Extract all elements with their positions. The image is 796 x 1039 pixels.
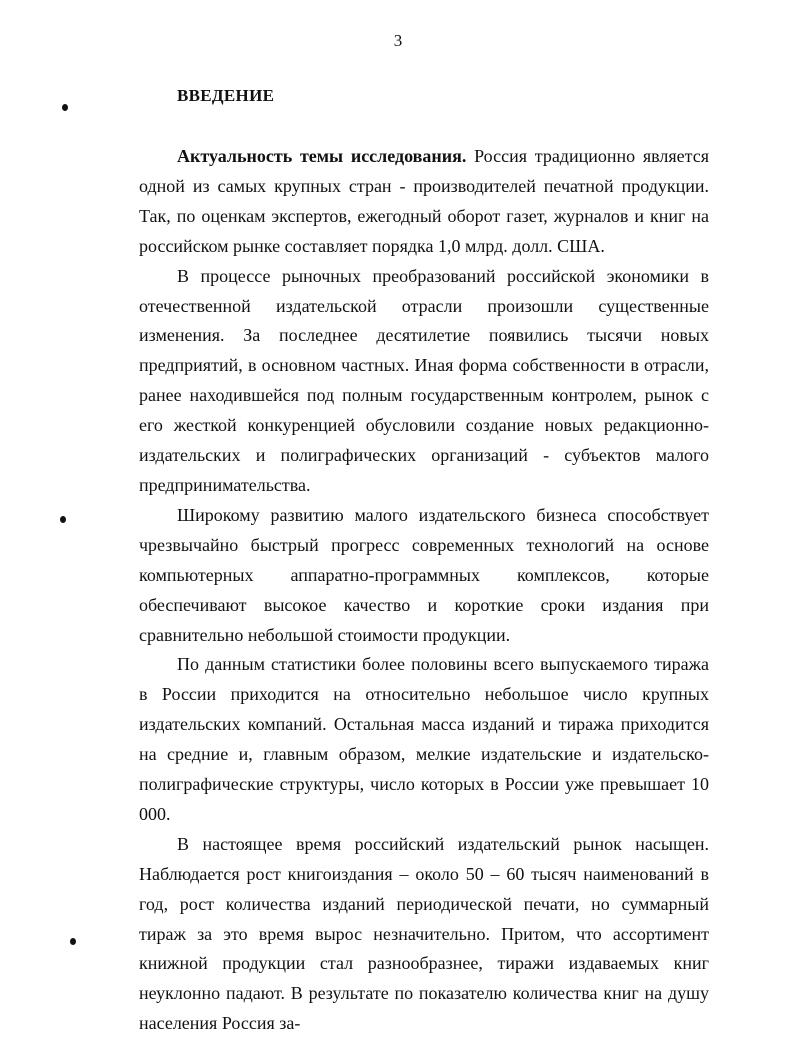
paragraph-4: По данным статистики более половины всего выпускаемого тиража в России приходится на относительно небольшое число крупных издательских компаний. Остальная масса изданий и тиража приходится на средние и, главным образом, мелкие издательские и издательско-полиграфические структуры, число которых в России уже превышает 10 000.	[139, 654, 709, 824]
paragraph-5: В настоящее время российский издательский рынок насыщен. Наблюдается рост книгоиздания – около 50 – 60 тысяч наименований в год, рост количества изданий периодической печати, но суммарный тираж за это время вырос незначительно. Притом, что ассортимент книжной продукции стал разнообразнее, тиражи издаваемых книг неуклонно падают. В результате по показателю количества книг на душу населения Россия за-	[139, 833, 709, 1034]
scan-mark	[62, 104, 68, 111]
body-text	[139, 142, 709, 1039]
paragraph-text: Россия традиционно является одной из самых крупных стран - производителей печатной продукции. Так, по оценкам экспертов, ежегодный оборот газет, журналов и книг на российском рынке составляет порядка 1,0 млрд. долл. США.	[139, 146, 710, 256]
paragraph-1	[139, 142, 709, 262]
scan-mark	[70, 938, 76, 945]
page-number: 3	[393, 31, 403, 50]
scan-mark	[60, 516, 66, 523]
paragraph-lead: Актуальность темы исследования.	[177, 146, 467, 166]
section-heading: ВВЕДЕНИЕ	[177, 86, 275, 105]
paragraph-2: В процессе рыночных преобразований российской экономики в отечественной издательской отрасли произошли существенные изменения. За последнее десятилетие появились тысячи новых предприятий, в основном частных. Иная форма собственности в отрасли, ранее находившейся под полным государственным контролем, рынок с его жесткой конкуренцией обусловили создание новых редакционно-издательских и полиграфических организаций - субъектов малого предпринимательства.	[139, 265, 709, 495]
paragraph-3: Широкому развитию малого издательского бизнеса способствует чрезвычайно быстрый прогресс современных технологий на основе компьютерных аппаратно-программных комплексов, которые обеспечивают высокое качество и короткие сроки издания при сравнительно небольшой стоимости продукции.	[139, 504, 709, 645]
